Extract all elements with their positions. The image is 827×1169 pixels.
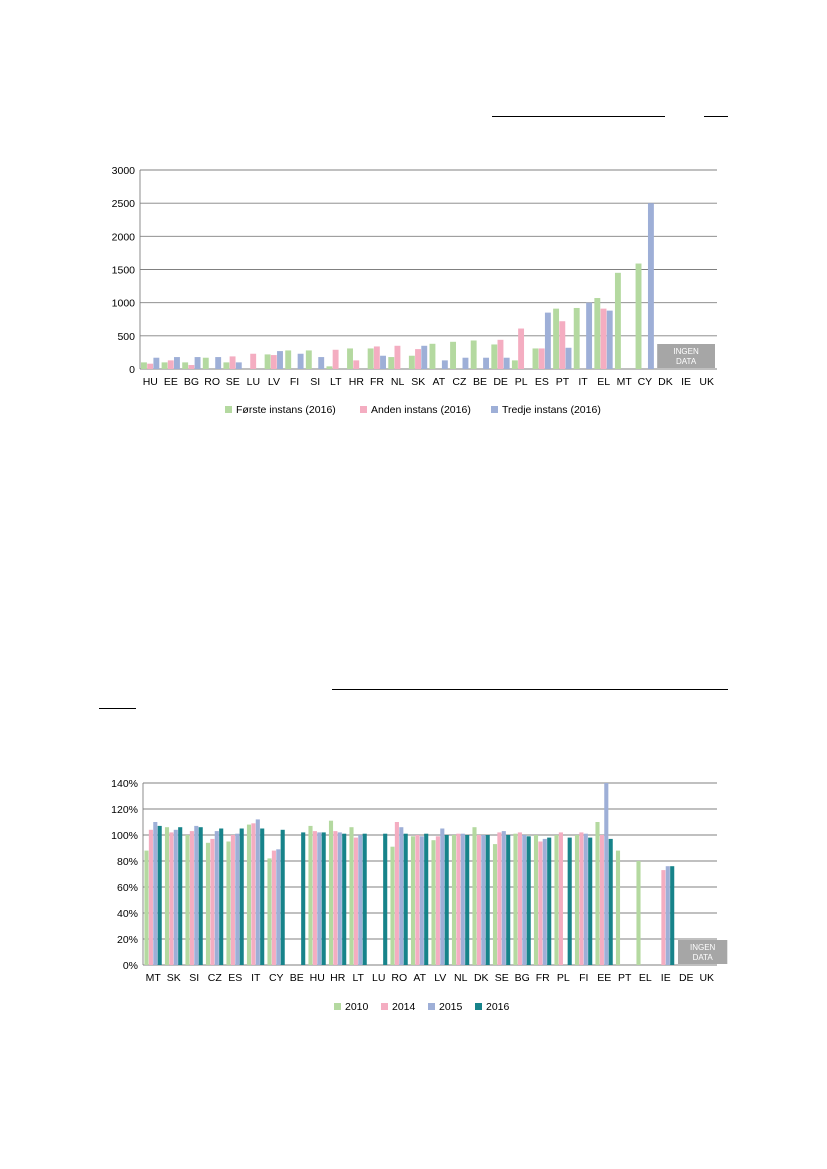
bar-ro-series-1	[395, 822, 399, 965]
bar-fr-series-2	[543, 839, 547, 965]
bar-lv-series-3	[445, 835, 449, 965]
x-tick-label: PT	[555, 376, 570, 388]
bar-cy-series-2	[276, 849, 280, 965]
x-tick-label: DE	[678, 972, 694, 984]
bar-it-series-3	[260, 829, 264, 966]
legend-swatch-1	[381, 1003, 388, 1010]
bar-dk-series-3	[486, 835, 490, 965]
bar-si-series-0	[185, 835, 189, 965]
bar-hr-series-3	[342, 834, 346, 965]
x-tick-label: MT	[616, 376, 632, 388]
bar-mt-series-0	[144, 851, 148, 965]
x-tick-label: HR	[330, 972, 346, 984]
bar-si-series-1	[190, 831, 194, 965]
bar-lv-series-1	[436, 836, 440, 965]
bar-cy-series-0	[267, 858, 271, 965]
bar-si-series-2	[194, 826, 198, 965]
y-tick-label: 0	[129, 364, 135, 376]
bar-sk-series-1	[169, 832, 173, 965]
bar-hu-series-3	[322, 832, 326, 965]
x-tick-label: IE	[681, 376, 692, 388]
x-tick-label: AT	[413, 972, 427, 984]
x-tick-label: IE	[660, 972, 671, 984]
bar-fr-series-3	[547, 838, 551, 965]
bar-ie-series-1	[661, 870, 665, 965]
x-tick-label: LT	[330, 376, 342, 388]
bar-bg-series-3	[527, 836, 531, 965]
y-tick-label: 80%	[116, 856, 138, 868]
x-tick-label: SE	[225, 376, 240, 388]
bar-fr-series-0	[534, 835, 538, 965]
legend-label-3: 2016	[486, 1001, 510, 1013]
x-tick-label: FR	[535, 972, 550, 984]
bar-it-series-1	[251, 823, 255, 965]
x-tick-label: BE	[473, 376, 488, 388]
x-tick-label: LU	[246, 376, 261, 388]
x-tick-label: RO	[391, 972, 408, 984]
y-tick-label: 1000	[111, 297, 135, 310]
bar-at-series-1	[415, 835, 419, 965]
legend-label-0: Første instans (2016)	[236, 404, 336, 416]
bar-lt-series-1	[354, 838, 358, 965]
x-tick-label: NL	[454, 972, 468, 984]
x-tick-label: BE	[289, 972, 304, 984]
no-data-label-line2: DATA	[692, 953, 713, 962]
bar-el-series-0	[636, 861, 640, 965]
x-tick-label: IT	[578, 376, 588, 388]
x-tick-label: CZ	[452, 376, 467, 388]
y-tick-label: 2500	[111, 198, 135, 211]
bar-it-series-2	[256, 819, 260, 965]
bar-bg-series-0	[513, 834, 517, 965]
x-tick-label: AT	[432, 376, 446, 388]
bar-si-series-3	[199, 827, 203, 965]
bar-nl-series-1	[456, 834, 460, 965]
bar-ee-series-1	[600, 835, 604, 965]
y-tick-label: 2000	[111, 231, 135, 244]
bar-cz-series-3	[219, 829, 223, 966]
bar-lv-series-0	[431, 840, 435, 965]
x-tick-label: RO	[204, 376, 220, 388]
x-tick-label: DE	[493, 376, 508, 388]
x-tick-label: BG	[514, 972, 530, 984]
bar-se-series-1	[497, 832, 501, 965]
bar-fr-series-1	[538, 842, 542, 966]
bar-fi-series-1	[579, 832, 583, 965]
x-tick-label: LU	[372, 972, 386, 984]
bar-es-series-0	[226, 842, 230, 966]
x-tick-label: UK	[699, 972, 715, 984]
x-tick-label: EE	[597, 972, 612, 984]
bar-at-series-2	[420, 836, 424, 965]
legend-label-2: 2015	[439, 1001, 463, 1013]
bar-cz-series-2	[215, 831, 219, 965]
bar-hr-series-0	[329, 821, 333, 965]
x-tick-label: HR	[348, 376, 364, 388]
legend-label-2: Tredje instans (2016)	[502, 404, 601, 416]
x-tick-label: FI	[289, 376, 300, 388]
bar-pl-series-0	[554, 835, 558, 965]
x-tick-label: LV	[434, 972, 447, 984]
y-tick-label: 3000	[111, 165, 135, 177]
y-tick-label: 500	[117, 330, 135, 343]
bar-hu-series-1	[313, 831, 317, 965]
bar-fi-series-3	[588, 838, 592, 965]
x-tick-label: CY	[637, 376, 653, 388]
bar-ie-series-3	[670, 866, 674, 965]
x-tick-label: NL	[390, 376, 405, 388]
bar-pt-series-0	[616, 851, 620, 965]
bar-dk-series-2	[481, 835, 485, 965]
bar-es-series-1	[231, 835, 235, 965]
x-tick-label: PL	[514, 376, 528, 388]
x-tick-label: EL	[597, 376, 611, 388]
x-tick-label: DK	[473, 972, 489, 984]
x-tick-label: LT	[352, 972, 364, 984]
bar-cz-series-1	[210, 839, 214, 965]
bar-ro-series-0	[390, 847, 394, 965]
x-tick-label: CZ	[207, 972, 222, 984]
x-tick-label: HU	[142, 376, 158, 388]
y-tick-label: 20%	[116, 934, 138, 946]
bar-ee-series-0	[595, 822, 599, 965]
x-tick-label: FI	[579, 972, 589, 984]
bar-hr-series-2	[338, 832, 342, 965]
x-tick-label: SI	[310, 376, 321, 388]
legend-swatch-2	[428, 1003, 435, 1010]
x-tick-label: FR	[369, 376, 384, 388]
bar-se-series-0	[493, 844, 497, 965]
legend-label-1: 2014	[392, 1001, 416, 1013]
x-tick-label: UK	[699, 376, 714, 388]
bar-mt-series-3	[158, 826, 162, 965]
x-tick-label: EL	[638, 972, 652, 984]
legend-swatch-0	[334, 1003, 341, 1010]
y-tick-label: 100%	[111, 830, 138, 842]
bar-it-series-0	[247, 825, 251, 965]
bar-at-series-0	[411, 836, 415, 965]
bar-mt-series-2	[153, 822, 157, 965]
bar-lu-series-3	[383, 834, 387, 965]
x-tick-label: IT	[251, 972, 261, 984]
x-tick-label: SI	[189, 972, 200, 984]
bar-fi-series-0	[575, 835, 579, 965]
bar-pl-series-3	[568, 838, 572, 965]
bar-hu-series-2	[317, 832, 321, 965]
bar-sk-series-0	[165, 827, 169, 965]
y-tick-label: 0%	[122, 960, 138, 972]
y-tick-label: 140%	[111, 778, 138, 790]
bar-mt-series-1	[149, 830, 153, 965]
x-tick-label: HU	[309, 972, 325, 984]
bar-ro-series-3	[404, 834, 408, 965]
bar-se-series-2	[502, 831, 506, 965]
bar-ee-series-3	[609, 839, 613, 965]
x-tick-label: SE	[494, 972, 509, 984]
bar-es-series-2	[235, 834, 239, 965]
bar-dk-series-0	[472, 827, 476, 965]
bar-lt-series-0	[349, 827, 353, 965]
bar-lv-series-2	[440, 829, 444, 966]
bar-sk-series-2	[174, 830, 178, 965]
legend-label-1: Anden instans (2016)	[371, 404, 471, 416]
x-tick-label: PL	[556, 972, 570, 984]
bar-se-series-3	[506, 835, 510, 965]
bar-at-series-3	[424, 834, 428, 965]
bar-bg-series-2	[522, 835, 526, 965]
x-tick-label: ES	[534, 376, 549, 388]
x-tick-label: SK	[166, 972, 181, 984]
bar-sk-series-3	[178, 827, 182, 965]
bar-ie-series-2	[666, 866, 670, 965]
bar-hr-series-1	[333, 831, 337, 965]
y-tick-label: 60%	[116, 882, 138, 894]
y-tick-label: 120%	[111, 804, 138, 816]
bar-hu-series-0	[308, 826, 312, 965]
x-tick-label: EE	[163, 376, 178, 388]
no-data-label-line1: INGEN	[689, 943, 716, 952]
bar-nl-series-0	[452, 835, 456, 965]
bar-be-series-3	[301, 832, 305, 965]
bar-bg-series-1	[518, 832, 522, 965]
y-tick-label: 1500	[111, 264, 135, 277]
x-tick-label: DK	[658, 376, 673, 388]
legend-swatch-3	[475, 1003, 482, 1010]
bar-lt-series-2	[358, 835, 362, 965]
y-tick-label: 40%	[116, 908, 138, 920]
bar-nl-series-2	[461, 834, 465, 965]
bar-pl-series-1	[559, 832, 563, 965]
bar-ro-series-2	[399, 827, 403, 965]
bar-lt-series-3	[363, 834, 367, 965]
x-tick-label: BG	[183, 376, 200, 388]
x-tick-label: PT	[618, 972, 632, 984]
bar-cz-series-0	[206, 843, 210, 965]
x-tick-label: CY	[268, 972, 284, 984]
x-tick-label: ES	[228, 972, 243, 984]
bar-fi-series-2	[584, 834, 588, 965]
bar-ee-series-2	[604, 783, 608, 965]
x-tick-label: LV	[267, 376, 280, 388]
bar-cy-series-3	[281, 830, 285, 965]
x-tick-label: MT	[145, 972, 161, 984]
bar-es-series-3	[240, 829, 244, 966]
bar-dk-series-1	[477, 835, 481, 965]
no-data-label-line2: DATA	[676, 357, 697, 366]
bar-cy-series-1	[272, 851, 276, 965]
no-data-label-line1: INGEN	[673, 347, 699, 356]
legend-label-0: 2010	[345, 1001, 369, 1013]
x-tick-label: SK	[411, 376, 426, 388]
bar-nl-series-3	[465, 835, 469, 965]
